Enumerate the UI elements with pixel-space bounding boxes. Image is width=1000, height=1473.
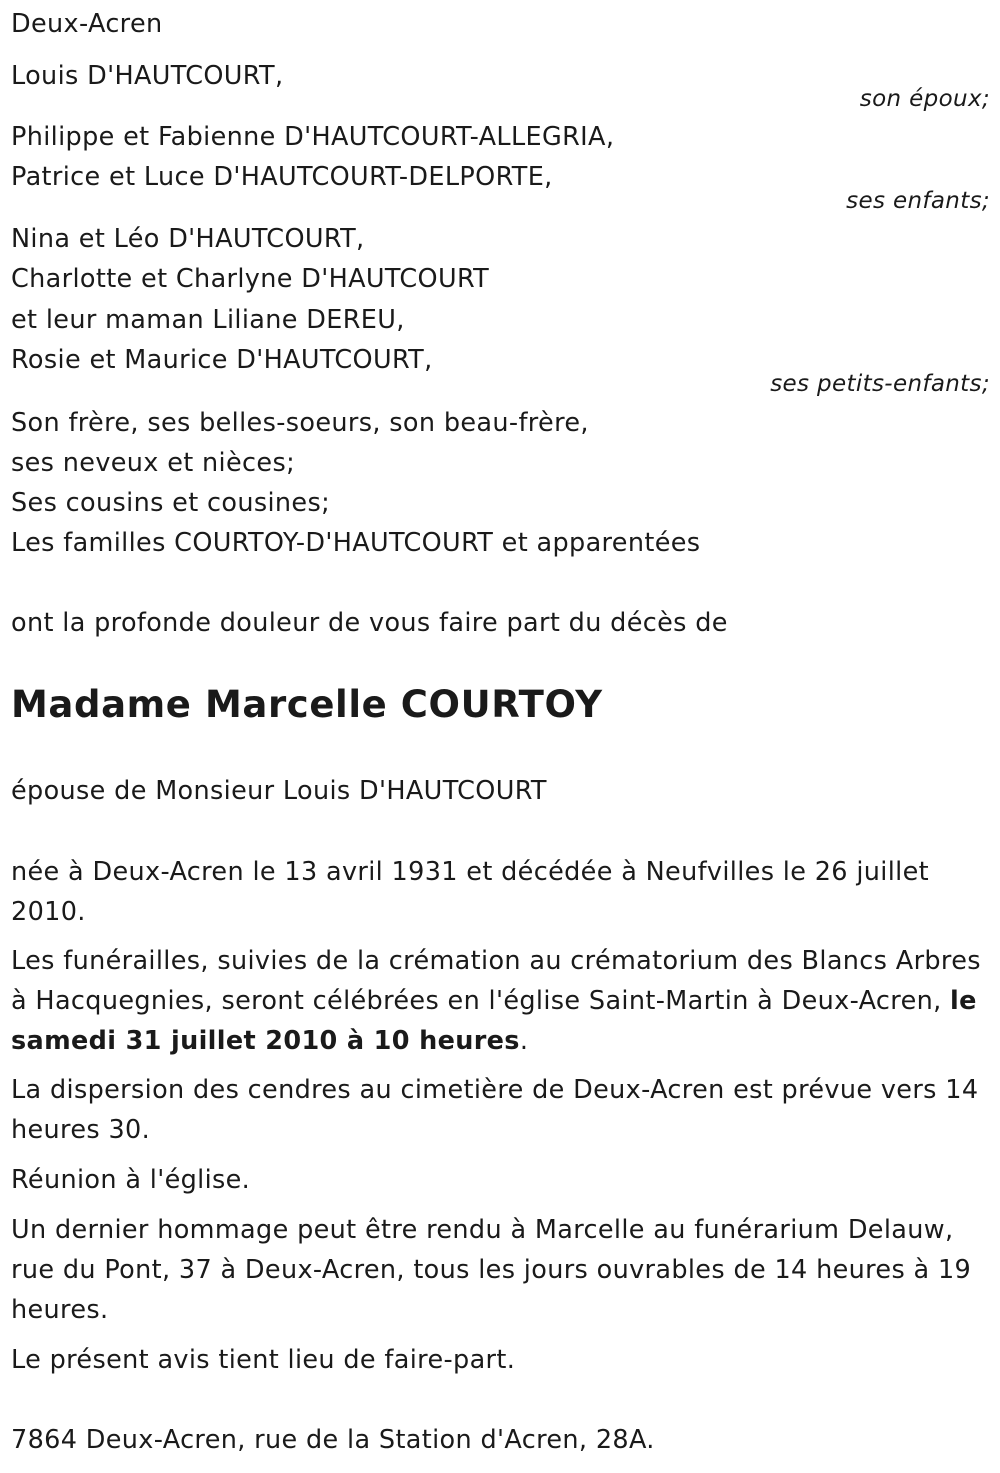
- spouse-role: son époux;: [859, 86, 990, 112]
- grandchild-line: Rosie et Maurice D'HAUTCOURT,: [11, 345, 433, 375]
- funeral-date: le samedi 31 juillet 2010 à 10 heures: [11, 986, 977, 1056]
- spouse-name: Louis D'HAUTCOURT,: [11, 61, 284, 91]
- family-line: Ses cousins et cousines;: [11, 488, 331, 518]
- header-place: Deux-Acren: [11, 9, 163, 39]
- child-line: Philippe et Fabienne D'HAUTCOURT-ALLEGRIA,: [11, 122, 615, 152]
- notice-paragraph: Le présent avis tient lieu de faire-part.: [11, 1345, 516, 1375]
- funeral-paragraph: [11, 941, 996, 1061]
- grandchild-line: et leur maman Liliane DEREU,: [11, 305, 405, 335]
- birth-death-paragraph: née à Deux-Acren le 13 avril 1931 et décédée à Neufvilles le 26 juillet 2010.: [11, 857, 929, 927]
- family-line: Les familles COURTOY-D'HAUTCOURT et apparentées: [11, 528, 701, 558]
- family-line: ses neveux et nièces;: [11, 448, 296, 478]
- children-role: ses enfants;: [846, 188, 990, 214]
- meeting-paragraph: Réunion à l'église.: [11, 1165, 251, 1195]
- grandchildren-role: ses petits-enfants;: [770, 371, 990, 397]
- family-line: Son frère, ses belles-soeurs, son beau-frère,: [11, 408, 589, 438]
- deceased-name: Madame Marcelle COURTOY: [11, 683, 603, 726]
- dispersion-paragraph: La dispersion des cendres au cimetière de Deux-Acren est prévue vers 14 heures 30.: [11, 1075, 979, 1145]
- child-line: Patrice et Luce D'HAUTCOURT-DELPORTE,: [11, 162, 553, 192]
- grandchild-line: Nina et Léo D'HAUTCOURT,: [11, 224, 365, 254]
- spouse-of-text: épouse de Monsieur Louis D'HAUTCOURT: [11, 776, 547, 806]
- address-text: 7864 Deux-Acren, rue de la Station d'Acren, 28A.: [11, 1425, 655, 1455]
- funeral-end: .: [519, 1026, 529, 1056]
- tribute-paragraph: Un dernier hommage peut être rendu à Marcelle au funérarium Delauw, rue du Pont, 37 à Deux-Acren, tous les jours ouvrables de 14 heures à 19 heures.: [11, 1215, 972, 1325]
- grandchild-line: Charlotte et Charlyne D'HAUTCOURT: [11, 264, 490, 294]
- funeral-text: Les funérailles, suivies de la crémation au crématorium des Blancs Arbres à Hacquegnies, seront célébrées en l'église Saint-Martin à Deux-Acren,: [11, 946, 981, 1016]
- announcement-text: ont la profonde douleur de vous faire part du décès de: [11, 608, 728, 638]
